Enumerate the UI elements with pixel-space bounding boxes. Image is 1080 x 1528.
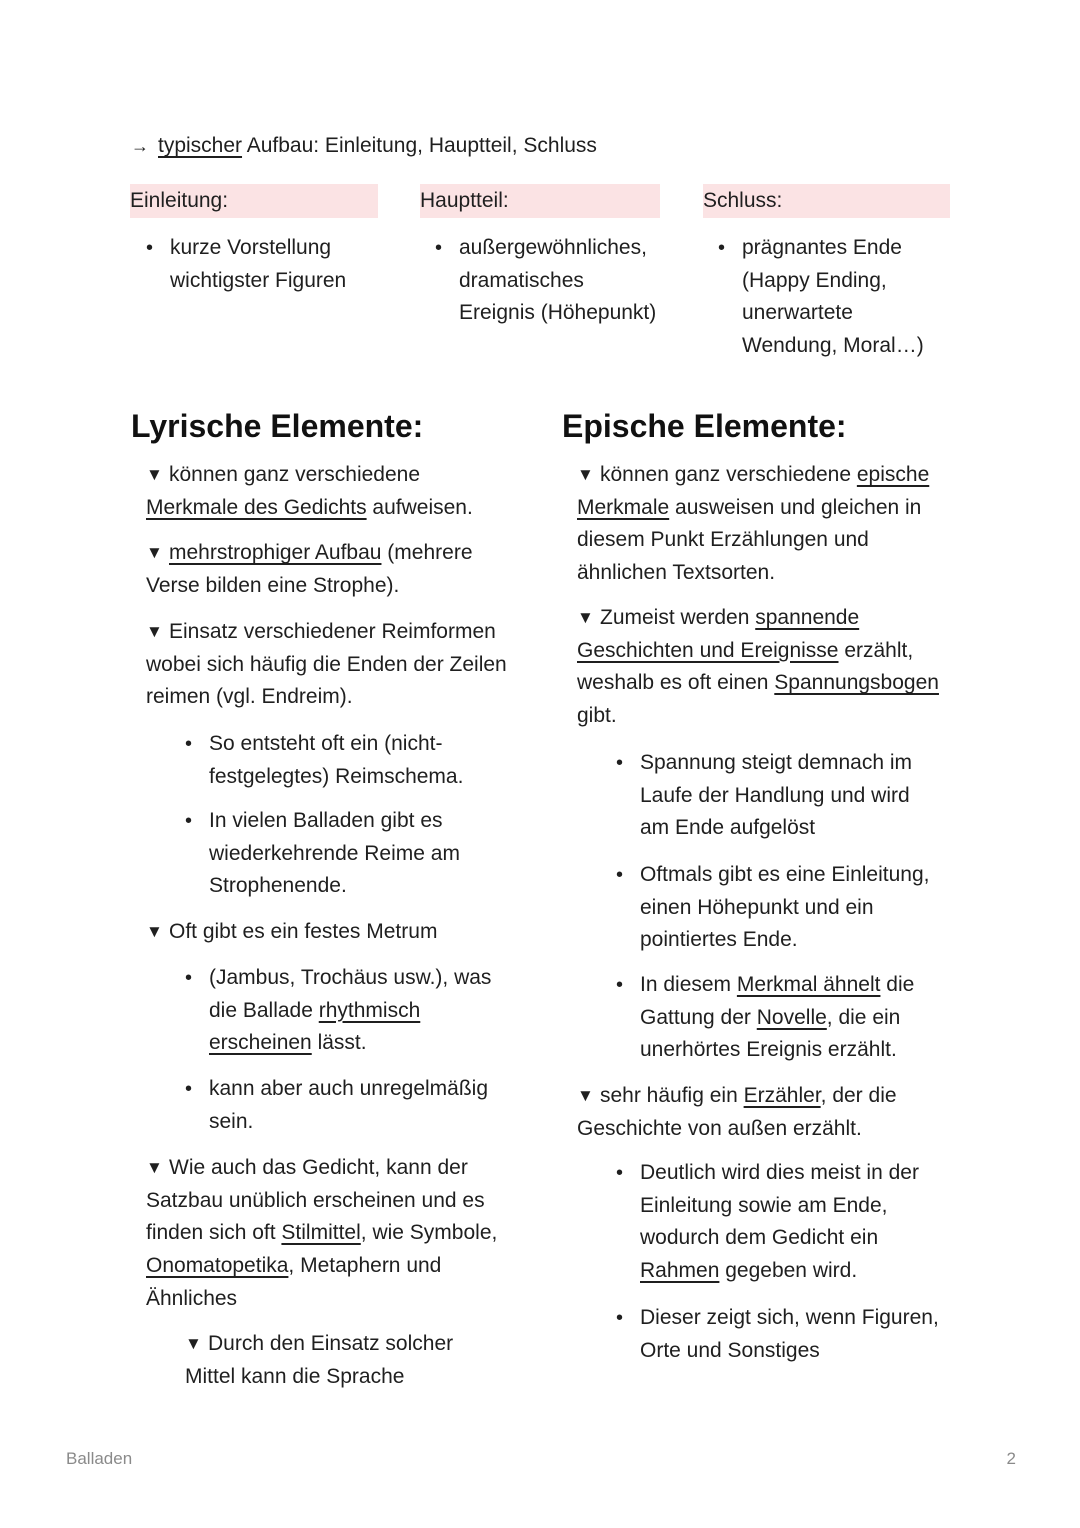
- bullet-icon: •: [616, 974, 624, 996]
- bullet-icon: •: [616, 864, 624, 886]
- triangle-icon: ▼: [185, 1334, 202, 1353]
- lyric-point-4: ▼ Oft gibt es ein festes Metrum: [146, 916, 506, 949]
- intro-line: [131, 130, 831, 163]
- footer-title: Balladen: [66, 1449, 133, 1468]
- triangle-icon: ▼: [146, 543, 163, 562]
- triangle-icon: ▼: [146, 465, 163, 484]
- triangle-icon: ▼: [146, 1158, 163, 1177]
- triangle-icon: ▼: [577, 1086, 594, 1105]
- structure-header-einleitung: Einleitung:: [130, 184, 378, 218]
- lyric-point-5: ▼ Wie auch das Gedicht, kann der Satzbau unüblich erscheinen und es finden sich oft Stilmittel, wie Symbole, Onomatopetika, Metaphern und Ähnliches: [146, 1152, 518, 1316]
- bullet-icon: •: [616, 1307, 624, 1329]
- arrow-icon: →: [131, 136, 149, 156]
- triangle-icon: ▼: [577, 608, 594, 627]
- triangle-icon: ▼: [577, 465, 594, 484]
- bullet-icon: •: [185, 1078, 193, 1100]
- bullet-icon: •: [185, 967, 193, 989]
- page-number: 2: [1006, 1449, 1016, 1468]
- lyric-point-6: ▼ Durch den Einsatz solcher Mittel kann die Sprache: [185, 1328, 485, 1393]
- epic-heading: Epische Elemente:: [562, 408, 847, 444]
- bullet-icon: •: [185, 733, 193, 755]
- epic-point-3: ▼ sehr häufig ein Erzähler, der die Geschichte von außen erzählt.: [577, 1080, 949, 1145]
- lyric-point-2: ▼ mehrstrophiger Aufbau (mehrere Verse bilden eine Strophe).: [146, 537, 506, 602]
- bullet-icon: •: [718, 237, 726, 259]
- bullet-icon: •: [616, 752, 624, 774]
- lyric-point-1: ▼ können ganz verschiedene Merkmale des Gedichts aufweisen.: [146, 459, 506, 524]
- lyric-heading: Lyrische Elemente:: [131, 408, 424, 444]
- intro-text: Aufbau: Einleitung, Hauptteil, Schluss: [242, 134, 597, 157]
- bullet-icon: •: [435, 237, 443, 259]
- structure-header-hauptteil: Hauptteil:: [420, 184, 660, 218]
- bullet-icon: •: [616, 1162, 624, 1184]
- epic-point-1: ▼ können ganz verschiedene epische Merkmale ausweisen und gleichen in diesem Punkt Erzählungen und ähnlichen Textsorten.: [577, 459, 949, 590]
- bullet-icon: •: [146, 237, 154, 259]
- intro-keyword: typischer: [158, 134, 243, 157]
- structure-header-schluss: Schluss:: [703, 184, 950, 218]
- triangle-icon: ▼: [146, 922, 163, 941]
- triangle-icon: ▼: [146, 622, 163, 641]
- epic-point-2: ▼ Zumeist werden spannende Geschichten und Ereignisse erzählt, weshalb es oft einen Spannungsbogen gibt.: [577, 602, 949, 733]
- bullet-icon: •: [185, 810, 193, 832]
- lyric-point-3: ▼ Einsatz verschiedener Reimformen wobei sich häufig die Enden der Zeilen reimen (vgl. Endreim).: [146, 616, 516, 714]
